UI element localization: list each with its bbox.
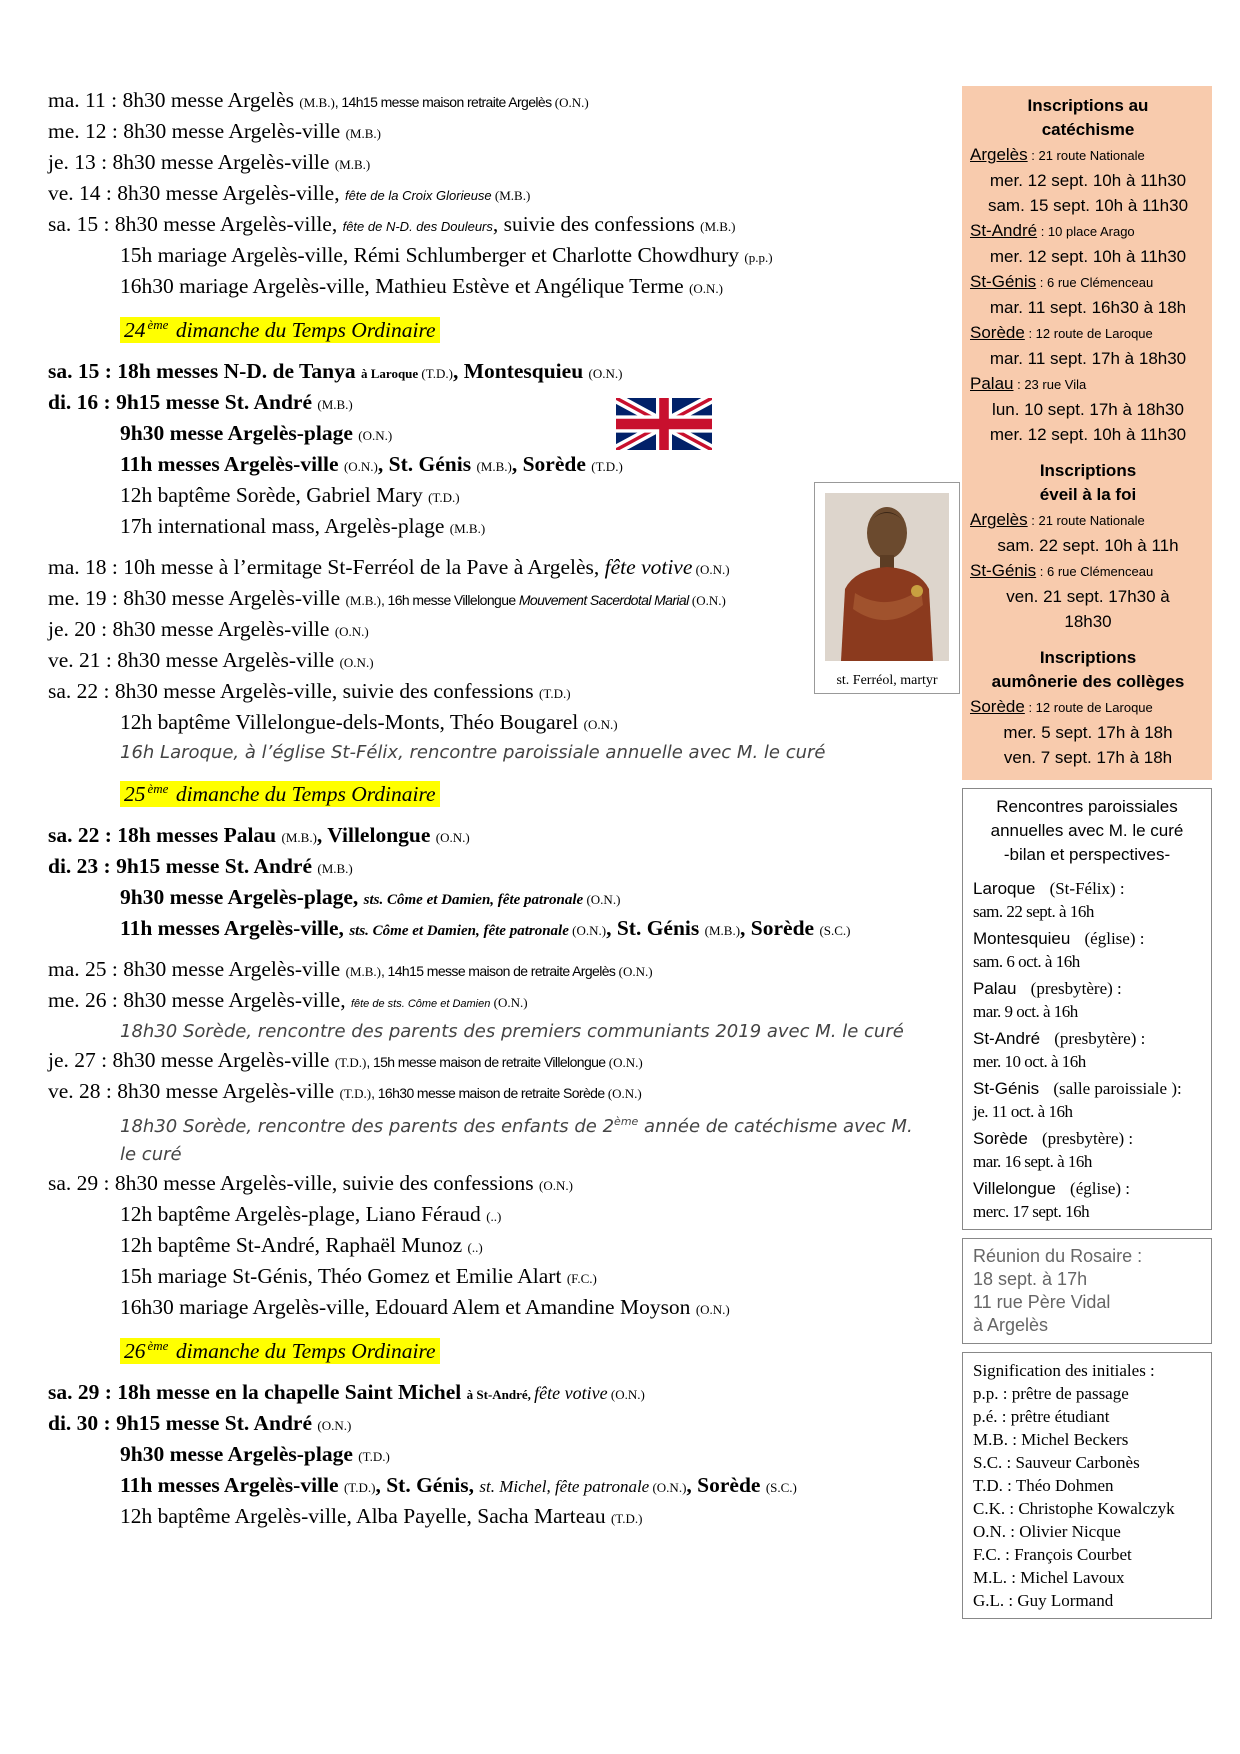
priest-initials: (O.N.): [317, 1418, 352, 1434]
handwritten-line: 18h30 Sorède, rencontre des parents des premiers communiants 2019 avec M. le curé: [120, 1021, 904, 1043]
priest-initials: (T.D.): [334, 1055, 367, 1071]
line-text: , Sorède: [511, 452, 592, 477]
line-text: , 14h15 messe maison retraite Argelès: [334, 94, 555, 110]
feast-note: fête de sts. Côme et Damien: [350, 998, 491, 1011]
line-text: , Sorède: [686, 1473, 766, 1498]
priest-initials: (O.N.): [568, 923, 607, 939]
schedule-line: [48, 210, 948, 241]
uk-flag-icon: [616, 398, 712, 450]
line-text: , St. Génis: [606, 916, 705, 941]
schedule-line: [48, 1293, 948, 1324]
schedule-line: [48, 1378, 948, 1409]
priest-initials: (O.N.): [607, 1387, 645, 1403]
schedule-line: [48, 1502, 948, 1533]
schedule-line: [48, 1077, 948, 1108]
line-text: ma. 11 : 8h30 messe Argelès: [48, 88, 300, 112]
inscriptions-box: [962, 86, 1212, 780]
legend-item: p.é. : prêtre étudiant: [973, 1407, 1110, 1426]
schedule-column: [48, 86, 948, 1533]
priest-initials: (T.D.): [343, 1480, 376, 1496]
line-text: 9h30 messe Argelès-plage,: [120, 885, 364, 910]
line-text: me. 12 : 8h30 messe Argelès-ville: [48, 119, 346, 143]
line-text: 11h messes Argelès-ville: [120, 1473, 344, 1498]
box-title: Rencontres paroissiales: [996, 797, 1178, 816]
schedule-line: [48, 708, 948, 739]
location-note: à Laroque: [360, 366, 419, 382]
legend-item: C.K. : Christophe Kowalczyk: [973, 1499, 1175, 1518]
priest-initials: (T.D.): [358, 1449, 390, 1465]
legend-item: T.D. : Théo Dohmen: [973, 1476, 1114, 1495]
rosaire-address: 11 rue Père Vidal: [973, 1292, 1111, 1312]
schedule-line: [48, 1046, 948, 1077]
feast-note: st. Michel, fête patronale: [479, 1477, 650, 1497]
priest-initials: (O.N.): [692, 562, 730, 578]
eveil-section: [970, 459, 1206, 634]
box-title: Réunion du Rosaire :: [973, 1246, 1143, 1266]
sidebar: [962, 86, 1212, 1619]
schedule-line: [48, 1200, 948, 1231]
section-title: Inscriptions: [1039, 461, 1137, 480]
line-text: 16h30 mariage Argelès-ville, Edouard Alem et Amandine Moyson: [120, 1295, 696, 1320]
legend-item: S.C. : Sauveur Carbonès: [973, 1453, 1140, 1472]
week-block: [48, 357, 948, 543]
line-text: 12h baptême St-André, Raphaël Munoz: [120, 1233, 468, 1258]
line-text: 15h mariage St-Génis, Théo Gomez et Emilie Alart: [120, 1264, 567, 1289]
schedule-line: [48, 357, 948, 388]
line-text: 16h30 mariage Argelès-ville, Mathieu Estève et Angélique Terme: [120, 274, 690, 298]
legend-item: M.L. : Michel Lavoux: [973, 1568, 1125, 1587]
week-block: [48, 1378, 948, 1533]
schedule-line: [48, 179, 948, 210]
line-text: 12h baptême Argelès-plage, Liano Féraud: [120, 1202, 487, 1227]
schedule-line: [48, 86, 948, 117]
line-text: , 15h messe maison de retraite Villelongue: [366, 1054, 609, 1071]
place-line: St-Génis : 6 rue Clémenceau: [970, 561, 1154, 580]
place-line: Sorède : 12 route de Laroque: [970, 697, 1153, 716]
date-line: ven. 21 sept. 17h30 à: [1006, 587, 1170, 606]
schedule-line: [48, 388, 948, 419]
date-line: mer. 12 sept. 10h à 11h30: [989, 425, 1187, 444]
section-title: éveil à la foi: [1039, 485, 1137, 504]
line-text: , 16h messe Villelongue: [380, 592, 519, 609]
priest-initials: (M.B.): [704, 923, 741, 939]
legend-item: F.C. : François Courbet: [973, 1545, 1132, 1564]
priest-initials: (O.N.): [608, 1055, 643, 1071]
line-text: 12h baptême Argelès-ville, Alba Payelle, Sacha Marteau: [120, 1504, 611, 1529]
handwritten-line: 16h Laroque, à l’église St-Félix, rencontre paroissiale annuelle avec M. le curé: [120, 742, 826, 764]
sunday-heading: 24 $^{ème}$ dimanche du Temps Ordinaire: [120, 317, 948, 343]
initials-legend-box: [962, 1352, 1212, 1619]
saint-ferreol-image: [814, 482, 960, 694]
date-line: lun. 10 sept. 17h à 18h30: [992, 400, 1184, 419]
priest-initials: (M.B.): [299, 95, 335, 110]
line-text: sa. 15 : 8h30 messe Argelès-ville,: [48, 212, 343, 236]
priest-initials: (M.B.): [334, 157, 371, 172]
rosaire-box: [962, 1238, 1212, 1344]
priest-initials: (O.N.): [649, 1480, 687, 1496]
schedule-line: [48, 272, 948, 303]
schedule-line: [48, 148, 948, 179]
place-line: Argelès : 21 route Nationale: [970, 145, 1145, 164]
rosaire-city: à Argelès: [973, 1315, 1049, 1335]
legend-title: Signification des initiales :: [973, 1361, 1155, 1380]
image-caption: st. Ferréol, martyr: [836, 673, 938, 688]
week-block: [48, 553, 948, 767]
date-line: mer. 12 sept. 10h à 11h30: [989, 247, 1187, 266]
schedule-line: [48, 481, 948, 512]
schedule-line: [48, 512, 948, 543]
line-text: , Montesquieu: [452, 359, 589, 384]
priest-initials: (O.N.): [618, 964, 653, 980]
priest-initials: (O.N.): [607, 1086, 642, 1102]
date-line: 18h30: [1064, 612, 1112, 631]
feast-note: fête de N-D. des Douleurs: [342, 219, 493, 234]
schedule-line: [48, 553, 948, 584]
date-line: ven. 7 sept. 17h à 18h: [1003, 748, 1173, 767]
line-text: sa. 22 : 8h30 messe Argelès-ville, suivie des confessions: [48, 679, 540, 704]
priest-initials: (O.N.): [583, 892, 621, 908]
line-text: ve. 21 : 8h30 messe Argelès-ville: [48, 648, 340, 673]
aumonerie-section: [970, 646, 1206, 770]
rencontre-item: Sorède (presbytère) : mar. 16 sept. à 16h: [973, 1129, 1134, 1171]
line-text: sa. 22 : 18h messes Palau: [48, 823, 282, 848]
schedule-line: [48, 1409, 948, 1440]
priest-initials: (T.D.): [539, 686, 571, 702]
line-text: 12h baptême Sorède, Gabriel Mary: [120, 483, 429, 508]
rencontre-item: St-Génis (salle paroissiale ): je. 11 oct. à 16h: [973, 1079, 1182, 1121]
line-text: ve. 28 : 8h30 messe Argelès-ville: [48, 1079, 340, 1104]
legend-item: O.N. : Olivier Nicque: [973, 1522, 1121, 1541]
priest-initials: (..): [486, 1209, 502, 1225]
line-text: 11h messes Argelès-ville,: [120, 916, 350, 941]
priest-initials: (S.C.): [765, 1480, 797, 1496]
section-title: catéchisme: [1041, 120, 1135, 139]
legend-item: M.B. : Michel Beckers: [973, 1430, 1129, 1449]
place-line: Argelès : 21 route Nationale: [970, 510, 1145, 529]
schedule-line: [48, 615, 948, 646]
week-block: [48, 821, 948, 945]
line-text: , St. Génis: [377, 452, 477, 477]
priest-initials: (M.B.): [449, 521, 486, 537]
schedule-line: [48, 646, 948, 677]
line-text: , 14h15 messe maison de retraite Argelès: [380, 963, 619, 980]
date-line: sam. 22 sept. 10h à 11h: [997, 536, 1179, 555]
line-text: 11h messes Argelès-ville: [120, 452, 344, 477]
sunday-heading: 26 $^{ème}$ dimanche du Temps Ordinaire: [120, 1338, 948, 1364]
line-text: me. 19 : 8h30 messe Argelès-ville: [48, 586, 346, 611]
priest-initials: (M.B.): [317, 397, 353, 413]
rencontre-item: Montesquieu (église) : sam. 6 oct. à 16h: [973, 929, 1145, 971]
priest-initials: (O.N.): [334, 624, 369, 640]
priest-initials: (M.B.): [345, 126, 381, 141]
line-text: 17h international mass, Argelès-plage: [120, 514, 450, 539]
place-line: St-André : 10 place Arago: [970, 221, 1135, 240]
priest-initials: (T.D.): [610, 1511, 643, 1527]
schedule-line: [48, 1169, 948, 1200]
section-title: Inscriptions: [1039, 648, 1137, 667]
date-line: mer. 12 sept. 10h à 11h30: [989, 171, 1187, 190]
schedule-line: [48, 1231, 948, 1262]
line-text: je. 27 : 8h30 messe Argelès-ville: [48, 1048, 335, 1073]
line-text: je. 20 : 8h30 messe Argelès-ville: [48, 617, 335, 642]
legend-item: p.p. : prêtre de passage: [973, 1384, 1129, 1403]
line-text: di. 30 : 9h15 messe St. André: [48, 1411, 318, 1436]
priest-initials: (T.D.): [418, 366, 453, 382]
priest-initials: (S.C.): [819, 923, 851, 939]
week-block: [48, 955, 948, 1324]
priest-initials: (..): [467, 1240, 483, 1256]
box-title: -bilan et perspectives-: [1003, 845, 1171, 864]
line-text: ve. 14 : 8h30 messe Argelès-ville,: [48, 181, 345, 205]
section-title: aumônerie des collèges: [991, 672, 1185, 691]
line-text: 9h30 messe Argelès-plage: [120, 421, 359, 446]
section-title: Inscriptions au: [1027, 96, 1149, 115]
rencontres-box: [962, 788, 1212, 1230]
priest-initials: (O.N.): [583, 717, 618, 733]
schedule-line: [48, 117, 948, 148]
bust-illustration: [825, 493, 949, 661]
priest-initials: (T.D.): [428, 490, 460, 506]
rencontre-item: Palau (presbytère) : mar. 9 oct. à 16h: [973, 979, 1122, 1021]
rencontre-item: Laroque (St-Félix) : sam. 22 sept. à 16h: [973, 879, 1125, 921]
priest-initials: (O.N.): [435, 830, 470, 846]
schedule-line: [48, 1471, 948, 1502]
schedule-line: [48, 852, 948, 883]
schedule-line: [48, 1262, 948, 1293]
priest-initials: (O.N.): [343, 459, 378, 475]
schedule-line: [48, 677, 948, 708]
feast-note: sts. Côme et Damien, fête patronale: [363, 892, 584, 909]
priest-initials: (O.N.): [339, 655, 374, 671]
rencontre-item: St-André (presbytère) : mer. 10 oct. à 16h: [973, 1029, 1146, 1071]
location-note: à St-André,: [466, 1387, 535, 1403]
line-text: , suivie des confessions: [492, 212, 701, 236]
schedule-line: [48, 914, 948, 945]
line-text: di. 23 : 9h15 messe St. André: [48, 854, 318, 879]
week-block: [48, 86, 948, 303]
priest-initials: (O.N.): [358, 428, 393, 444]
line-text: sa. 29 : 8h30 messe Argelès-ville, suivie des confessions: [48, 1171, 540, 1196]
rencontre-item: Villelongue (église) : merc. 17 sept. 16h: [973, 1179, 1130, 1221]
place-line: Palau : 23 rue Vila: [970, 374, 1087, 393]
date-line: mar. 11 sept. 16h30 à 18h: [989, 298, 1187, 317]
priest-initials: (M.B.): [491, 188, 531, 203]
place-line: St-Génis : 6 rue Clémenceau: [970, 272, 1154, 291]
line-text: je. 13 : 8h30 messe Argelès-ville: [48, 150, 335, 174]
priest-initials: (M.B.): [281, 830, 317, 846]
priest-initials: (M.B.): [700, 219, 736, 234]
schedule-line: [48, 883, 948, 914]
schedule-line: [48, 1440, 948, 1471]
schedule-line: [48, 241, 948, 272]
line-text: , St. Génis,: [375, 1473, 480, 1498]
priest-initials: (O.N.): [554, 95, 589, 110]
schedule-line: [48, 450, 948, 481]
priest-initials: (M.B.): [345, 593, 381, 609]
movement-note: Mouvement Sacerdotal Marial: [518, 592, 689, 609]
priest-initials: (O.N.): [490, 995, 528, 1011]
line-text: , 16h30 messe maison de retraite Sorède: [371, 1085, 608, 1102]
line-text: , Sorède: [740, 916, 820, 941]
line-text: ma. 25 : 8h30 messe Argelès-ville: [48, 957, 346, 982]
schedule-line: [48, 955, 948, 986]
priest-initials: (T.D.): [339, 1086, 372, 1102]
legend-item: G.L. : Guy Lormand: [973, 1591, 1114, 1610]
line-text: 15h mariage Argelès-ville, Rémi Schlumberger et Charlotte Chowdhury: [120, 243, 745, 267]
date-line: mer. 5 sept. 17h à 18h: [1003, 723, 1173, 742]
feast-note: fête votive: [604, 555, 693, 580]
schedule-line: [48, 821, 948, 852]
box-title: annuelles avec M. le curé: [990, 821, 1184, 840]
priest-initials: (F.C.): [566, 1271, 597, 1287]
priest-initials: (O.N.): [688, 593, 726, 609]
place-line: Sorède : 12 route de Laroque: [970, 323, 1153, 342]
priest-initials: (O.N.): [588, 366, 623, 382]
rosaire-date: 18 sept. à 17h: [973, 1269, 1088, 1289]
handwritten-line: 18h30 Sorède, rencontre des parents des enfants de 2ème année de catéchisme avec M. le curé: [120, 1115, 913, 1166]
priest-initials: (p.p.): [744, 250, 773, 265]
feast-note: sts. Côme et Damien, fête patronale: [349, 923, 569, 940]
line-text: 12h baptême Villelongue-dels-Monts, Théo Bougarel: [120, 710, 584, 735]
date-line: mar. 11 sept. 17h à 18h30: [989, 349, 1187, 368]
line-text: sa. 29 : 18h messe en la chapelle Saint Michel: [48, 1380, 467, 1405]
priest-initials: (O.N.): [689, 281, 724, 296]
schedule-line: [48, 584, 948, 615]
priest-initials: (O.N.): [695, 1302, 730, 1318]
priest-initials: (M.B.): [476, 459, 512, 475]
schedule-line: [48, 986, 948, 1018]
line-text: ma. 18 : 10h messe à l’ermitage St-Ferréol de la Pave à Argelès,: [48, 555, 605, 580]
line-text: di. 16 : 9h15 messe St. André: [48, 390, 318, 415]
line-text: me. 26 : 8h30 messe Argelès-ville,: [48, 988, 351, 1013]
line-text: , Villelongue: [316, 823, 436, 848]
sunday-heading: 25 $^{ème}$ dimanche du Temps Ordinaire: [120, 781, 948, 807]
catechisme-section: [970, 94, 1206, 447]
priest-initials: (M.B.): [345, 964, 381, 980]
line-text: 9h30 messe Argelès-plage: [120, 1442, 359, 1467]
date-line: sam. 15 sept. 10h à 11h30: [987, 196, 1189, 215]
line-text: sa. 15 : 18h messes N-D. de Tanya: [48, 359, 361, 384]
priest-initials: (O.N.): [539, 1178, 573, 1194]
feast-note: fête votive: [534, 1383, 608, 1404]
priest-initials: (T.D.): [591, 459, 623, 475]
feast-note: fête de la Croix Glorieuse: [344, 188, 492, 203]
priest-initials: (M.B.): [317, 861, 353, 877]
schedule-line: [48, 419, 948, 450]
